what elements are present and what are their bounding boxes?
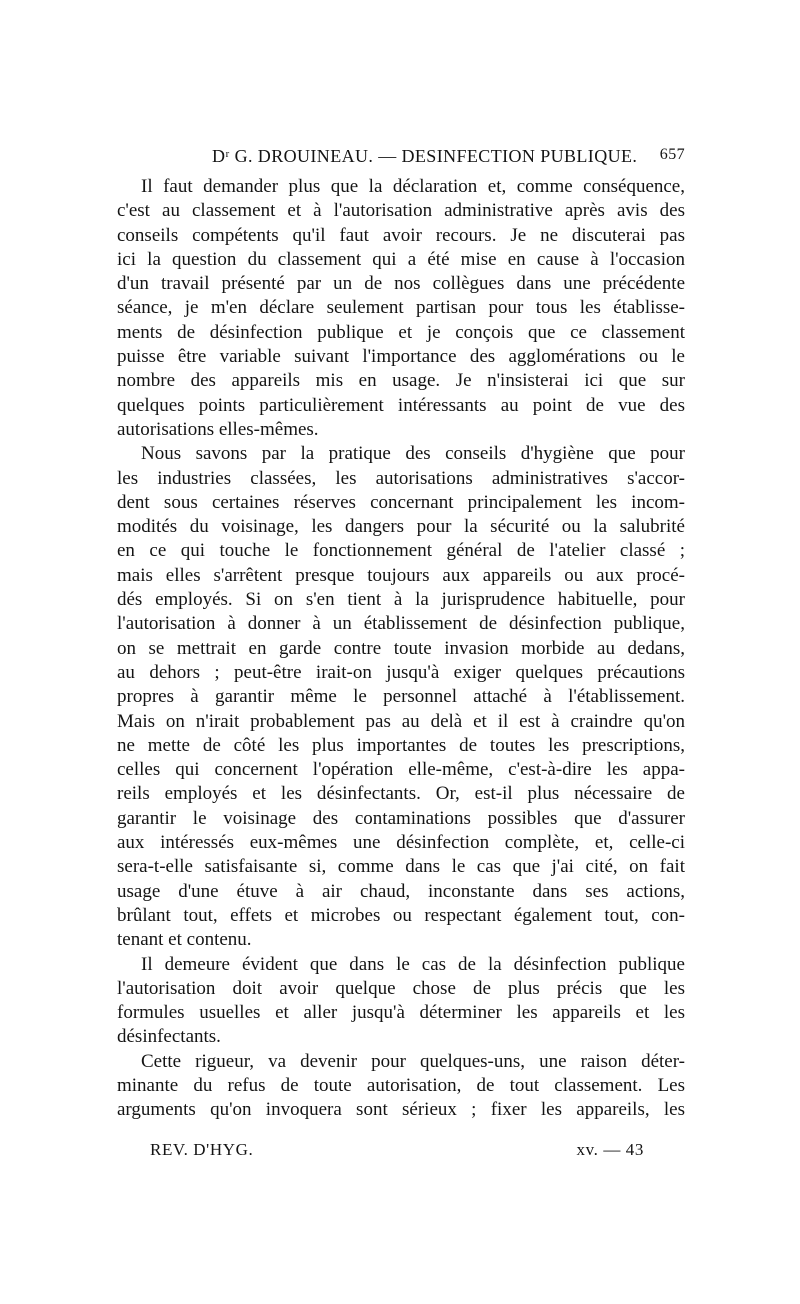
body-text xyxy=(117,175,685,1123)
page-number: 657 xyxy=(659,146,685,163)
text-line: conseils compétents qu'il faut avoir recours. Je ne discuterai pas xyxy=(117,224,685,246)
text-line: Cette rigueur, va devenir pour quelques-uns, une raison déter- xyxy=(141,1050,685,1072)
text-line: Mais on n'irait probablement pas au delà et il est à craindre qu'on xyxy=(117,710,685,732)
text-line: usage d'une étuve à air chaud, inconstante dans ses actions, xyxy=(117,880,685,902)
text-line: d'un travail présenté par un de nos collègues dans une précédente xyxy=(117,273,685,295)
running-title: Dʳ G. DROUINEAU. — DESINFECTION PUBLIQUE. xyxy=(212,146,638,166)
text-line: au dehors ; peut-être irait-on jusqu'à exiger quelques précautions xyxy=(117,661,685,683)
text-line: tenant et contenu. xyxy=(117,929,252,951)
text-line: l'autorisation à donner à un établissement de désinfection publique, xyxy=(117,613,685,635)
text-line: en ce qui touche le fonctionnement général de l'atelier classé ; xyxy=(117,540,685,562)
journal-signature: REV. D'HYG. xyxy=(150,1140,254,1159)
text-line: reils employés et les désinfectants. Or, est-il plus nécessaire de xyxy=(117,783,685,805)
page-footer xyxy=(150,1140,650,1164)
text-line: celles qui concernent l'opération elle-même, c'est-à-dire les appa- xyxy=(117,759,685,781)
sheet-signature: xv. — 43 xyxy=(576,1140,644,1159)
text-line: c'est au classement et à l'autorisation administrative après avis des xyxy=(117,200,685,222)
text-line: Il demeure évident que dans le cas de la désinfection publique xyxy=(141,953,685,975)
text-line: propres à garantir même le personnel attaché à l'établissement. xyxy=(117,686,685,708)
text-line: l'autorisation doit avoir quelque chose de plus précis que les xyxy=(117,977,685,999)
text-line: ments de désinfection publique et je conçois que ce classement xyxy=(117,321,685,343)
text-line: les industries classées, les autorisations administratives s'accor- xyxy=(117,467,685,489)
text-line: dent sous certaines réserves concernant principalement les incom- xyxy=(117,491,685,513)
text-line: garantir le voisinage des contaminations possibles que d'assurer xyxy=(117,807,685,829)
text-line: ne mette de côté les plus importantes de toutes les prescriptions, xyxy=(117,734,685,756)
text-line: arguments qu'on invoquera sont sérieux ; fixer les appareils, les xyxy=(117,1099,685,1121)
text-line: mais elles s'arrêtent presque toujours aux appareils ou aux procé- xyxy=(117,564,685,586)
text-line: minante du refus de toute autorisation, de tout classement. Les xyxy=(117,1074,685,1096)
text-line: quelques points particulièrement intéressants au point de vue des xyxy=(117,394,685,416)
text-line: nombre des appareils mis en usage. Je n'insisterai ici que sur xyxy=(117,370,685,392)
text-line: on se mettrait en garde contre toute invasion morbide au dedans, xyxy=(117,637,685,659)
text-line: modités du voisinage, les dangers pour la sécurité ou la salubrité xyxy=(117,516,685,538)
running-header xyxy=(117,146,685,172)
text-line: autorisations elles-mêmes. xyxy=(117,418,319,440)
text-line: dés employés. Si on s'en tient à la jurisprudence habituelle, pour xyxy=(117,589,685,611)
text-line: aux intéressés eux-mêmes une désinfection complète, et, celle-ci xyxy=(117,832,685,854)
text-line: brûlant tout, effets et microbes ou respectant également tout, con- xyxy=(117,904,685,926)
text-line: puisse être variable suivant l'importance des agglomérations ou le xyxy=(117,346,685,368)
text-line: formules usuelles et aller jusqu'à déterminer les appareils et les xyxy=(117,1002,685,1024)
text-line: Nous savons par la pratique des conseils d'hygiène que pour xyxy=(141,443,685,465)
text-line: désinfectants. xyxy=(117,1026,221,1048)
text-line: Il faut demander plus que la déclaration et, comme conséquence, xyxy=(141,176,685,197)
text-line: séance, je m'en déclare seulement partisan pour tous les établisse- xyxy=(117,297,685,319)
text-line: ici la question du classement qui a été mise en cause à l'occasion xyxy=(117,248,685,270)
text-line: sera-t-elle satisfaisante si, comme dans le cas que j'ai cité, on fait xyxy=(117,856,685,878)
